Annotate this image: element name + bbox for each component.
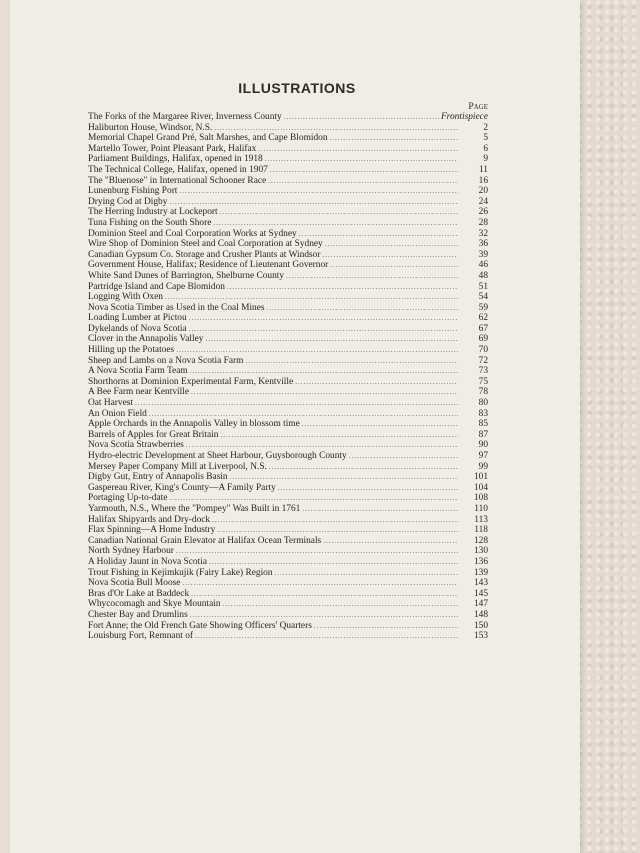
illustration-title: Apple Orchards in the Annapolis Valley in blossom time <box>88 419 300 430</box>
illustration-title: Portaging Up-to-date <box>88 493 168 504</box>
dot-leader <box>270 165 458 176</box>
page-number: 2 <box>483 122 488 133</box>
illustration-title: Lunenburg Fishing Port <box>88 186 178 197</box>
page-number: 136 <box>473 556 488 567</box>
dot-leader <box>302 504 458 515</box>
page-number: 130 <box>473 546 488 557</box>
illustration-title: Louisburg Fort, Remnant of <box>88 631 194 642</box>
page-number: 150 <box>473 620 488 631</box>
list-item <box>88 398 488 409</box>
book-page <box>10 0 580 853</box>
page-number: 36 <box>478 239 488 250</box>
illustration-title: Mersey Paper Company Mill at Liverpool, N.S. <box>88 461 267 472</box>
page-number: 85 <box>478 419 488 430</box>
page-number: 62 <box>478 313 488 324</box>
page-number: 108 <box>473 493 488 504</box>
illustrations-list <box>88 112 488 642</box>
page-number: 147 <box>473 599 488 610</box>
illustration-title: Wire Shop of Dominion Steel and Coal Corporation at Sydney <box>88 239 323 250</box>
illustration-title: Canadian National Grain Elevator at Halifax Ocean Terminals <box>88 535 322 546</box>
dot-leader <box>205 334 458 345</box>
illustration-title: An Onion Field <box>88 408 147 419</box>
illustration-title: White Sand Dunes of Barrington, Shelburne County <box>88 270 285 281</box>
page-number: 54 <box>478 292 488 303</box>
illustration-title: Chester Bay and Drumlins <box>88 609 188 620</box>
list-item <box>88 292 488 303</box>
page-number: 80 <box>478 398 488 409</box>
illustration-title: Fort Anne; the Old French Gate Showing Officers' Quarters <box>88 620 312 631</box>
dot-leader <box>213 218 458 229</box>
dot-leader <box>189 324 458 335</box>
illustration-title: The Forks of the Margaree River, Inverness County <box>88 112 282 122</box>
dot-leader <box>278 483 458 494</box>
dot-leader <box>149 409 458 420</box>
illustration-title: The "Bluenose" in International Schooner Race <box>88 175 267 186</box>
list-item <box>88 303 488 314</box>
list-item <box>88 229 488 240</box>
list-item <box>88 112 488 123</box>
list-item <box>88 165 488 176</box>
illustration-title: Dykelands of Nova Scotia <box>88 323 187 334</box>
dot-leader <box>325 239 458 250</box>
dot-leader <box>176 345 458 356</box>
dot-leader <box>217 525 458 536</box>
page-number: 128 <box>473 535 488 546</box>
illustration-title: Nova Scotia Bull Moose <box>88 578 181 589</box>
dot-leader <box>349 451 458 462</box>
list-item <box>88 599 488 610</box>
list-item <box>88 462 488 473</box>
illustration-title: Drying Cod at Digby <box>88 196 168 207</box>
page-number: 48 <box>478 270 488 281</box>
list-item <box>88 313 488 324</box>
page-number: 153 <box>473 631 488 642</box>
list-item <box>88 419 488 430</box>
illustration-title: Haliburton House, Windsor, N.S. <box>88 122 213 133</box>
dot-leader <box>189 313 458 324</box>
list-item <box>88 557 488 568</box>
list-item <box>88 536 488 547</box>
dot-leader <box>220 207 458 218</box>
list-item <box>88 621 488 632</box>
dot-leader <box>268 176 458 187</box>
illustration-title: Gaspereau River, King's County—A Family Party <box>88 482 276 493</box>
page-number: 5 <box>483 133 488 144</box>
list-item <box>88 218 488 229</box>
page-number: 148 <box>473 609 488 620</box>
list-item <box>88 334 488 345</box>
page-number: 20 <box>478 186 488 197</box>
dot-leader <box>269 462 458 473</box>
page-number: 83 <box>478 408 488 419</box>
page-number: 75 <box>478 376 488 387</box>
list-item <box>88 207 488 218</box>
page-number: 69 <box>478 334 488 345</box>
dot-leader <box>314 621 458 632</box>
page-number: 101 <box>473 472 488 483</box>
dot-leader <box>190 610 458 621</box>
dot-leader <box>176 546 458 557</box>
page-number: 9 <box>483 154 488 165</box>
list-item <box>88 409 488 420</box>
illustration-title: North Sydney Harbour <box>88 546 174 557</box>
list-item <box>88 345 488 356</box>
dot-leader <box>245 356 458 367</box>
page-number: 16 <box>478 175 488 186</box>
list-item <box>88 366 488 377</box>
illustration-title: Hydro-electric Development at Sheet Harbour, Guysborough County <box>88 451 347 461</box>
list-item <box>88 239 488 250</box>
dot-leader <box>179 186 458 197</box>
illustration-title: Sheep and Lambs on a Nova Scotia Farm <box>88 355 244 366</box>
illustration-title: Partridge Island and Cape Blomidon <box>88 281 225 292</box>
dot-leader <box>220 430 458 441</box>
dot-leader <box>169 493 458 504</box>
list-item <box>88 250 488 261</box>
illustration-title: A Bee Farm near Kentville <box>88 387 190 398</box>
list-item <box>88 578 488 589</box>
page-number: 118 <box>474 525 488 536</box>
list-item <box>88 504 488 515</box>
dot-leader <box>258 144 458 155</box>
page-number: 87 <box>478 429 488 440</box>
list-item <box>88 430 488 441</box>
page-number: 90 <box>478 440 488 451</box>
list-item <box>88 472 488 483</box>
page-column-label: Page <box>468 102 488 112</box>
page-number: 104 <box>473 482 488 493</box>
list-item <box>88 271 488 282</box>
page-heading: ILLUSTRATIONS <box>238 80 356 96</box>
dot-leader <box>190 366 458 377</box>
list-item <box>88 377 488 388</box>
dot-leader <box>302 419 458 430</box>
dot-leader <box>295 377 458 388</box>
illustration-title: Trout Fishing in Kejimkujik (Fairy Lake) Region <box>88 567 273 578</box>
list-item <box>88 197 488 208</box>
list-item <box>88 515 488 526</box>
dot-leader <box>169 197 458 208</box>
page-number: 24 <box>478 196 488 207</box>
list-item <box>88 546 488 557</box>
list-item <box>88 610 488 621</box>
dot-leader <box>182 578 458 589</box>
illustration-title: Yarmouth, N.S., Where the "Pompey" Was Built in 1761 <box>88 503 301 514</box>
page-number: 99 <box>478 461 488 472</box>
illustration-title: Dominion Steel and Coal Corporation Works at Sydney <box>88 228 297 239</box>
page-number: 11 <box>478 164 488 175</box>
dot-leader <box>191 387 458 398</box>
dot-leader <box>230 472 458 483</box>
page-number: 78 <box>478 387 488 398</box>
illustration-title: A Nova Scotia Farm Team <box>88 366 188 377</box>
illustration-title: Barrels of Apples for Great Britain <box>88 429 219 440</box>
list-item <box>88 282 488 293</box>
illustration-title: Memorial Chapel Grand Pré, Salt Marshes, and Cape Blomidon <box>88 133 328 144</box>
dot-leader <box>330 133 458 144</box>
illustration-title: Flax Spinning—A Home Industry <box>88 525 216 536</box>
illustration-title: Oat Harvest <box>88 398 134 409</box>
illustration-title: A Holiday Jaunt in Nova Scotia <box>88 556 207 567</box>
dot-leader <box>286 271 458 282</box>
dot-leader <box>209 557 458 568</box>
page-number: Frontispiece <box>440 112 488 122</box>
dot-leader <box>227 282 458 293</box>
illustration-title: The Herring Industry at Lockeport <box>88 207 218 218</box>
illustration-title: Government House, Halifax; Residence of Lieutenant Governor <box>88 260 329 271</box>
page-number: 28 <box>478 217 488 228</box>
page-number: 70 <box>478 345 488 356</box>
dot-leader <box>165 292 458 303</box>
illustration-title: Digby Gut, Entry of Annapolis Basin <box>88 472 228 483</box>
illustration-title: Whycocomagh and Skye Mountain <box>88 599 221 610</box>
illustration-title: Nova Scotia Timber as Used in the Coal Mines <box>88 302 265 313</box>
page-number: 73 <box>478 366 488 377</box>
page-number: 139 <box>473 567 488 578</box>
page-number: 110 <box>474 503 488 514</box>
page-number: 72 <box>478 355 488 366</box>
dot-leader <box>299 229 458 240</box>
page-number: 97 <box>478 451 488 461</box>
dot-leader <box>135 398 458 409</box>
list-item <box>88 260 488 271</box>
illustration-title: Nova Scotia Strawberries <box>88 440 184 451</box>
dot-leader <box>323 536 458 547</box>
dot-leader <box>284 112 439 123</box>
list-item <box>88 451 488 462</box>
illustration-title: Tuna Fishing on the South Shore <box>88 217 212 228</box>
list-item <box>88 133 488 144</box>
list-item <box>88 589 488 600</box>
illustration-title: Martello Tower, Point Pleasant Park, Halifax <box>88 143 257 154</box>
illustration-title: Clover in the Annapolis Valley <box>88 334 204 345</box>
dot-leader <box>212 515 458 526</box>
list-item <box>88 324 488 335</box>
list-item <box>88 525 488 536</box>
list-item <box>88 493 488 504</box>
list-item <box>88 154 488 165</box>
list-item <box>88 123 488 134</box>
list-item <box>88 387 488 398</box>
dot-leader <box>265 154 458 165</box>
page-number: 113 <box>474 514 488 525</box>
page-number: 26 <box>478 207 488 218</box>
page-number: 6 <box>483 143 488 154</box>
page-number: 59 <box>478 302 488 313</box>
page-number: 143 <box>473 578 488 589</box>
list-item <box>88 356 488 367</box>
dot-leader <box>186 440 458 451</box>
page-number: 32 <box>478 228 488 239</box>
page-number: 145 <box>473 588 488 599</box>
dot-leader <box>267 303 458 314</box>
illustration-title: Loading Lumber at Pictou <box>88 313 187 324</box>
illustration-title: Halifax Shipyards and Dry-dock <box>88 514 211 525</box>
dot-leader <box>214 123 458 134</box>
illustration-title: The Technical College, Halifax, opened in 1907 <box>88 164 268 175</box>
dot-leader <box>191 589 458 600</box>
dot-leader <box>330 260 458 271</box>
list-item <box>88 176 488 187</box>
list-item <box>88 186 488 197</box>
list-item <box>88 631 488 642</box>
illustration-title: Parliament Buildings, Halifax, opened in 1918 <box>88 154 263 165</box>
illustration-title: Shorthorns at Dominion Experimental Farm, Kentville <box>88 376 294 387</box>
dot-leader <box>195 631 458 642</box>
illustration-title: Canadian Gypsum Co. Storage and Crusher Plants at Windsor <box>88 249 321 260</box>
dot-leader <box>275 568 458 579</box>
dot-leader <box>323 250 459 261</box>
page-number: 39 <box>478 249 488 260</box>
list-item <box>88 483 488 494</box>
page-number: 46 <box>478 260 488 271</box>
illustration-title: Hilling up the Potatoes <box>88 345 175 356</box>
list-item <box>88 144 488 155</box>
page-number: 67 <box>478 323 488 334</box>
illustration-title: Logging With Oxen <box>88 292 163 303</box>
page-number: 51 <box>478 281 488 292</box>
list-item <box>88 440 488 451</box>
illustration-title: Bras d'Or Lake at Baddeck <box>88 588 190 599</box>
list-item <box>88 568 488 579</box>
dot-leader <box>223 599 458 610</box>
